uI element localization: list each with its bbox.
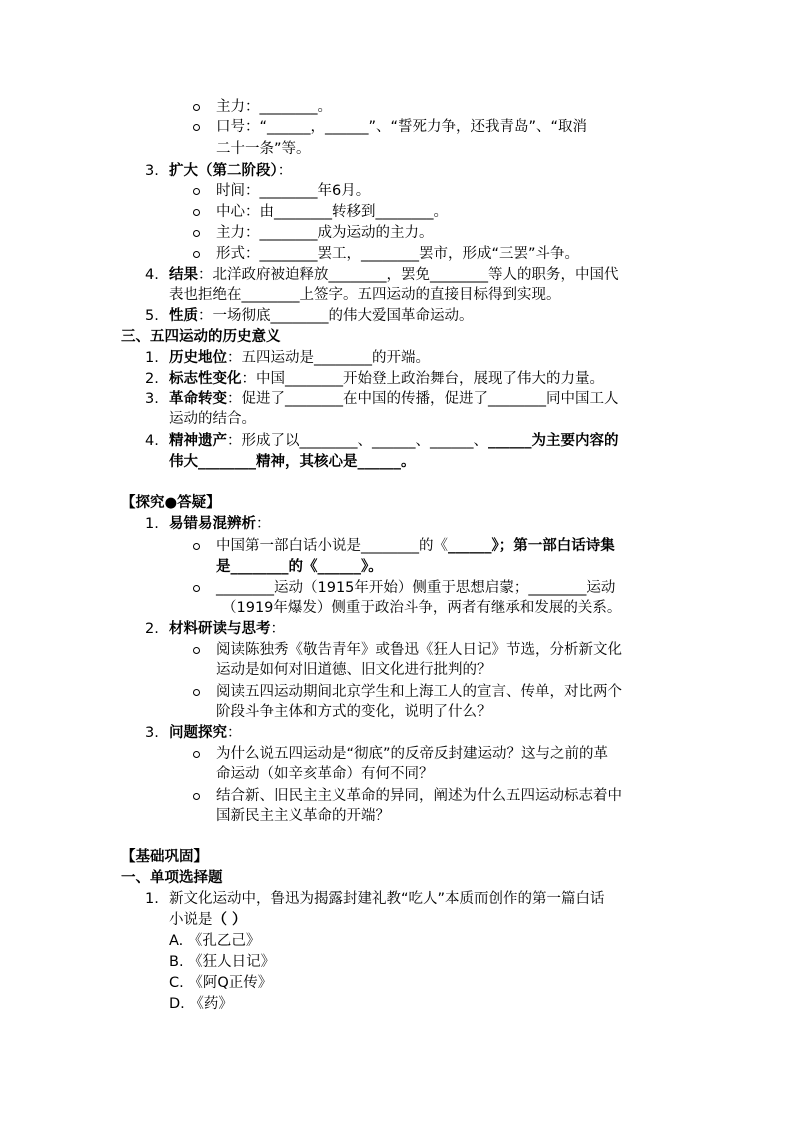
question-b5-line-1: 为什么说五四运动是“彻底”的反帝反封建运动？这与之前的革: [216, 746, 609, 762]
material-heading: [169, 619, 285, 639]
bullet-icon: [193, 751, 200, 758]
legacy-line-2: 伟大________精神，其核心是______。: [169, 454, 416, 470]
legacy-text: ：形成了以________、______、______、: [227, 433, 488, 449]
question-b6-line-1: 结合新、旧民主主义革命的异同，阐述为什么五四运动标志着中: [216, 788, 622, 804]
option-b: B. 《狂人日记》: [169, 954, 276, 970]
item-number: 4.: [145, 267, 159, 283]
result-line-2: 表也拒绝在________上签字。五四运动的直接目标得到实现。: [169, 287, 561, 303]
nature-text: ：一场彻底________的伟大爱国革命运动。: [198, 308, 474, 324]
question-1-text: 小说是: [169, 912, 213, 928]
status-text: ：五四运动是________的开端。: [227, 350, 430, 366]
confusion-b2-line-1: ________运动（1915年开始）侧重于思想启蒙；________运动: [216, 580, 616, 596]
question-b6-line-2: 国新民主主义革命的开端？: [216, 808, 390, 824]
center-line: 中心：由________转移到________。: [216, 204, 448, 220]
bullet-icon: [193, 585, 200, 592]
bullet-icon: [193, 209, 200, 216]
slogan-line-1: 口号：“______，______”、“誓死力争，还我青岛”、“取消: [216, 119, 588, 135]
question-1-line-2: [169, 910, 247, 930]
bullet-icon: [193, 543, 200, 550]
confusion-b1-line-2: 是________的《______》。: [216, 559, 383, 575]
status-title: 历史地位: [169, 350, 227, 366]
slogan-line-2: 二十一条”等。: [216, 141, 311, 157]
turn-text: ：促进了________在中国的传播，促进了________同中国工人: [227, 391, 619, 407]
status-line: [169, 348, 430, 368]
question-title: 问题探究: [169, 725, 227, 741]
nature-title: 性质: [169, 308, 198, 324]
confusion-b1-bold: ______》；第一部白话诗集: [448, 538, 615, 554]
legacy-title: 精神遗产: [169, 433, 227, 449]
item-number: 3.: [145, 163, 159, 179]
answer-bracket: （ ）: [212, 912, 247, 928]
bullet-icon: [193, 689, 200, 696]
turn-line-1: [169, 389, 619, 409]
material-title: 材料研读与思考: [169, 621, 271, 637]
bullet-icon: [193, 124, 200, 131]
form-line: 形式：________罢工，________罢市，形成“三罢”斗争。: [216, 246, 580, 262]
question-1-line-1: 新文化运动中，鲁迅为揭露封建礼教“吃人”本质而创作的第一篇白话: [169, 891, 605, 907]
confusion-title: 易错易混辨析: [169, 516, 256, 532]
result-title: 结果: [169, 267, 198, 283]
confusion-b2-line-2: （1919年爆发）侧重于政治斗争，两者有继承和发展的关系。: [222, 600, 622, 616]
legacy-text-bold: ______为主要内容的: [488, 433, 619, 449]
option-c: C. 《阿Q正传》: [169, 975, 273, 991]
item-number: 2.: [145, 621, 159, 637]
option-d: D. 《药》: [169, 996, 233, 1012]
result-line-1: [169, 265, 619, 285]
main-force-line: 主力：________。: [216, 99, 332, 115]
expansion-colon: ：: [277, 163, 293, 179]
turn-title: 革命转变: [169, 391, 227, 407]
material-b3-line-1: 阅读陈独秀《敬告青年》或鲁迅《狂人日记》节选，分析新文化: [216, 642, 622, 658]
question-heading: [169, 723, 242, 743]
explore-heading: 【探究●答疑】: [121, 495, 221, 511]
section-heading: 三、五四运动的历史意义: [121, 329, 281, 345]
legacy-line-1: [169, 431, 619, 451]
nature-line: [169, 306, 474, 326]
confusion-heading: [169, 514, 271, 534]
material-b4-line-1: 阅读五四运动期间北京学生和上海工人的宣言、传单，对比两个: [216, 684, 622, 700]
expansion-heading: [169, 161, 292, 181]
time-line: 时间：________年6月。: [216, 183, 371, 199]
item-number: 3.: [145, 725, 159, 741]
item-number: 1.: [145, 350, 159, 366]
item-number: 2.: [145, 371, 159, 387]
question-colon: ：: [227, 725, 242, 741]
change-text: ：中国________开始登上政治舞台，展现了伟大的力量。: [241, 371, 604, 387]
basics-heading: 【基础巩固】: [121, 849, 208, 865]
force2-line: 主力：________成为运动的主力。: [216, 225, 434, 241]
confusion-b1-text: 中国第一部白话小说是________的《: [216, 538, 448, 554]
material-b4-line-2: 阶段斗争主体和方式的变化，说明了什么？: [216, 704, 492, 720]
confusion-b1-line-1: [216, 536, 615, 556]
bullet-icon: [193, 230, 200, 237]
change-line: [169, 369, 604, 389]
expansion-title: 扩大（第二阶段）: [169, 163, 278, 179]
result-text: ：北洋政府被迫释放________，罢免________等人的职务，中国代: [198, 267, 619, 283]
item-number: 4.: [145, 433, 159, 449]
bullet-icon: [193, 188, 200, 195]
item-number: 1.: [145, 891, 159, 907]
bullet-icon: [193, 647, 200, 654]
confusion-colon: ：: [256, 516, 271, 532]
item-number: 5.: [145, 308, 159, 324]
option-a: A. 《孔乙己》: [169, 933, 261, 949]
material-colon: ：: [270, 621, 285, 637]
question-b5-line-2: 命运动（如辛亥革命）有何不同？: [216, 766, 434, 782]
item-number: 3.: [145, 391, 159, 407]
bullet-icon: [193, 251, 200, 258]
basics-subheading: 一、单项选择题: [121, 870, 223, 886]
turn-line-2: 运动的结合。: [169, 411, 256, 427]
item-number: 1.: [145, 516, 159, 532]
bullet-icon: [193, 793, 200, 800]
change-title: 标志性变化: [169, 371, 242, 387]
material-b3-line-2: 运动是如何对旧道德、旧文化进行批判的？: [216, 662, 492, 678]
bullet-icon: [193, 104, 200, 111]
